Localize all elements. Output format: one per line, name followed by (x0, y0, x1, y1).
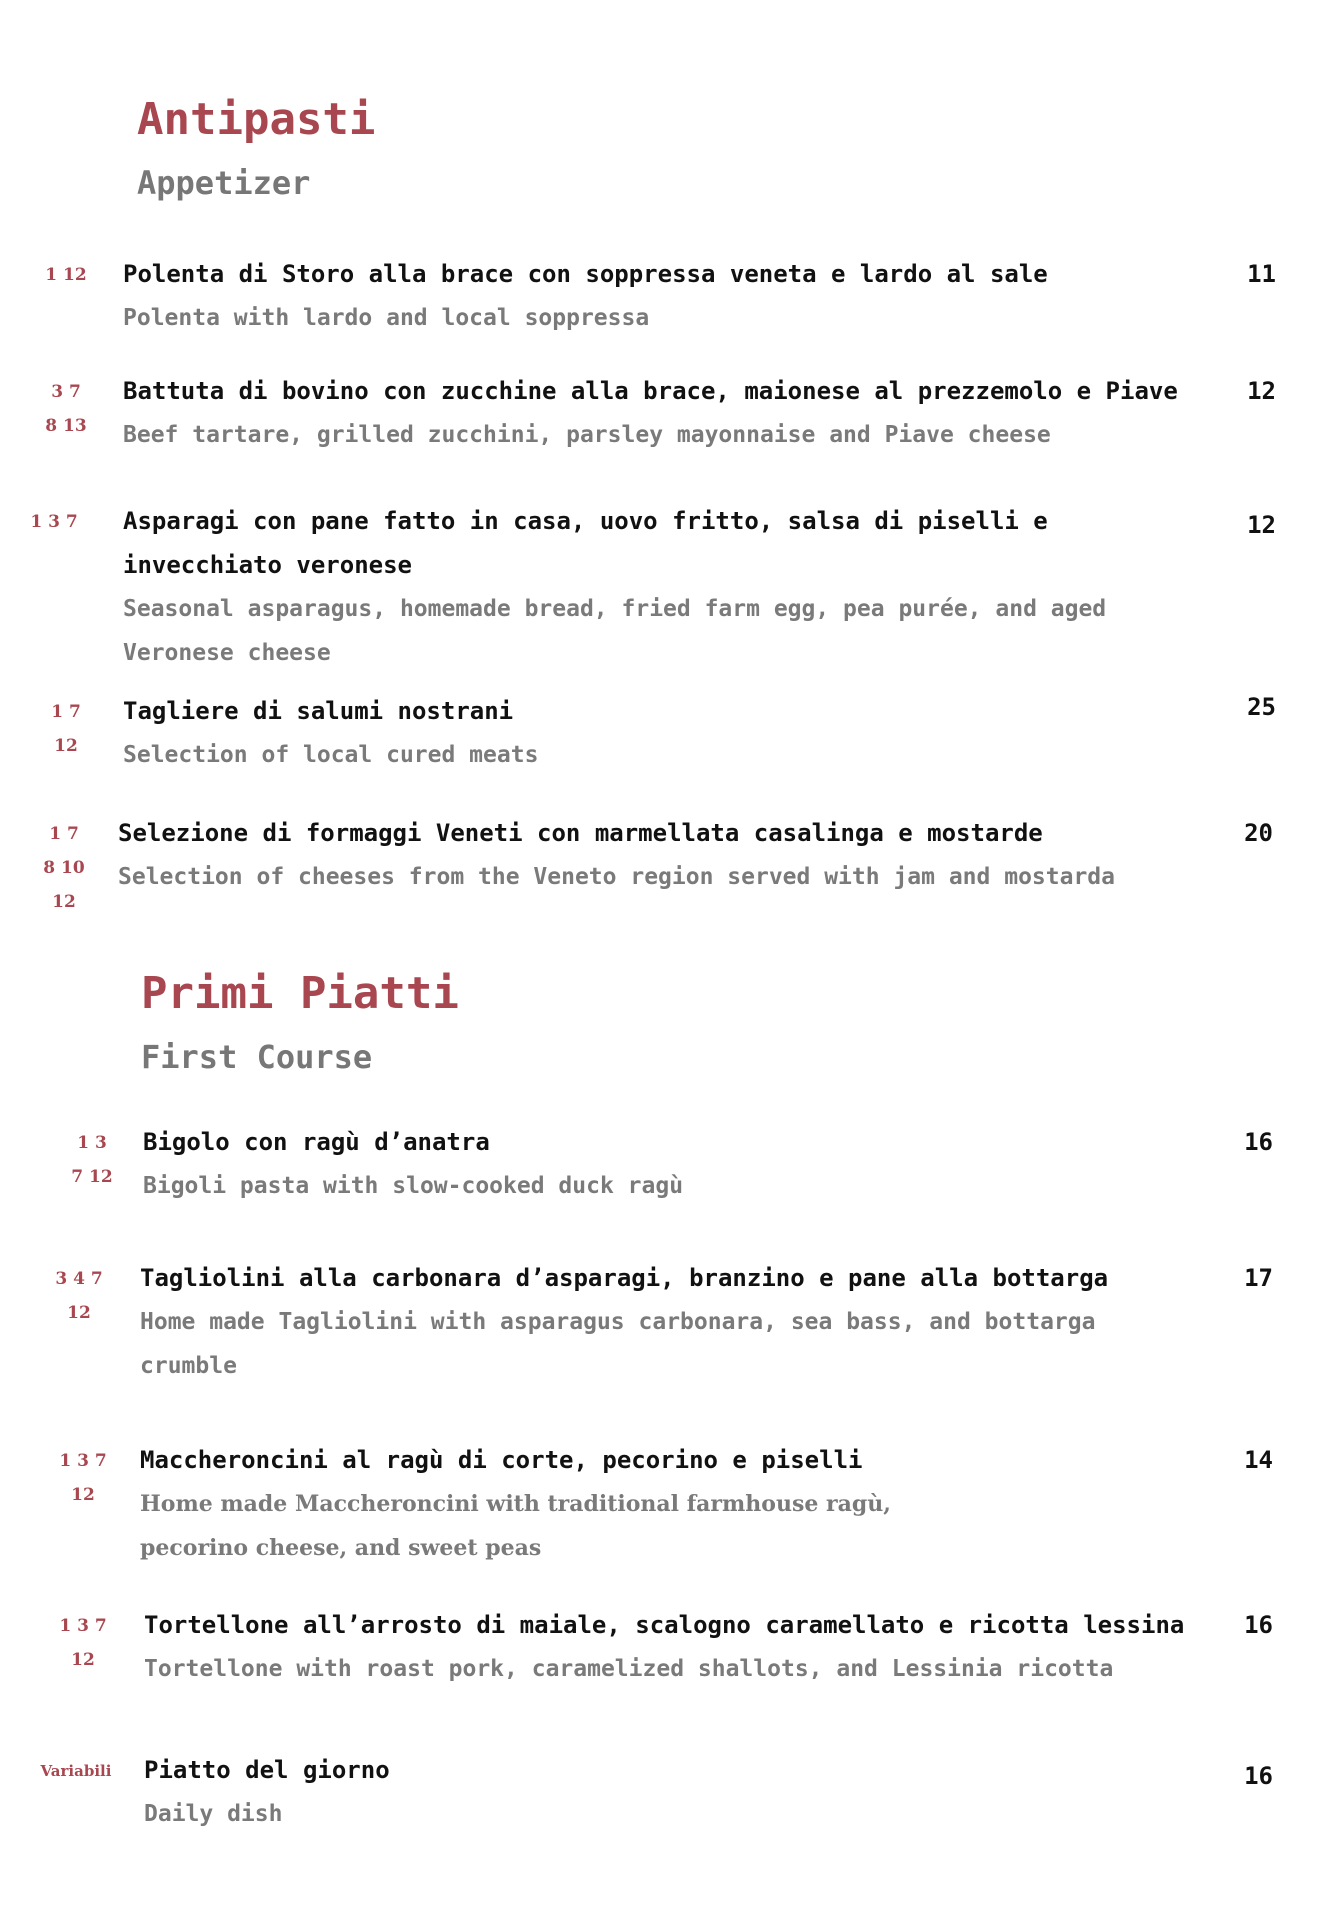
section-subtitle-appetizer: Appetizer (137, 164, 311, 202)
dish-name: Battuta di bovino con zucchine alla brace, maionese al prezzemolo e Piave (123, 377, 1178, 405)
dish-name: Tagliolini alla carbonara d’asparagi, branzino e pane alla bottarga (140, 1264, 1109, 1292)
dish-name: Selezione di formaggi Veneti con marmellata casalinga e mostarde (118, 819, 1043, 847)
dish-description: Selection of cheeses from the Veneto region served with jam and mostarda (118, 864, 1115, 890)
dish-price: 16 (1244, 1762, 1273, 1790)
dish-price: 12 (1247, 377, 1276, 405)
allergen-codes: 1 7 12 (51, 702, 81, 756)
dish-price: 16 (1244, 1128, 1273, 1156)
dish-description: Tortellone with roast pork, caramelized shallots, and Lessinia ricotta (144, 1656, 1114, 1682)
allergen-codes: 1 3 7 (30, 512, 78, 532)
dish-price: 16 (1244, 1611, 1273, 1639)
dish-description: Bigoli pasta with slow-cooked duck ragù (143, 1173, 684, 1199)
dish-name: Asparagi con pane fatto in casa, uovo fritto, salsa di piselli e invecchiato veronese (123, 507, 1048, 579)
section-title-primi-piatti: Primi Piatti (141, 968, 459, 1019)
dish-price: 20 (1244, 819, 1273, 847)
dish-price: 14 (1244, 1446, 1273, 1474)
dish-name: Bigolo con ragù d’anatra (143, 1128, 490, 1156)
allergen-codes: Variabili (40, 1762, 112, 1780)
dish-price: 12 (1247, 511, 1276, 539)
allergen-codes: 1 7 8 10 12 (43, 824, 85, 912)
dish-price: 11 (1247, 260, 1276, 288)
dish-name: Tortellone all’arrosto di maiale, scalogno caramellato e ricotta lessina (144, 1611, 1185, 1639)
allergen-codes: 1 3 7 12 (71, 1133, 113, 1187)
dish-name: Piatto del giorno (144, 1756, 390, 1784)
allergen-codes: 1 3 7 12 (59, 1616, 107, 1670)
dish-price: 17 (1244, 1264, 1273, 1292)
section-subtitle-first-course: First Course (141, 1038, 373, 1076)
dish-price: 25 (1247, 693, 1276, 721)
dish-description: Daily dish (144, 1801, 283, 1827)
allergen-codes: 3 7 8 13 (45, 382, 87, 436)
allergen-codes: 1 12 (45, 265, 87, 285)
dish-description: Beef tartare, grilled zucchini, parsley mayonnaise and Piave cheese (123, 422, 1051, 448)
dish-description: Polenta with lardo and local soppressa (123, 305, 650, 331)
allergen-codes: 1 3 7 12 (59, 1451, 107, 1505)
dish-name: Maccheroncini al ragù di corte, pecorino e piselli (140, 1446, 863, 1474)
dish-description: Seasonal asparagus, homemade bread, fried farm egg, pea purée, and aged Veronese cheese (123, 596, 1107, 666)
dish-name: Tagliere di salumi nostrani (123, 697, 514, 725)
allergen-codes: 3 4 7 12 (55, 1269, 103, 1323)
dish-description: Home made Tagliolini with asparagus carbonara, sea bass, and bottarga crumble (140, 1309, 1096, 1379)
dish-name: Polenta di Storo alla brace con soppressa veneta e lardo al sale (123, 260, 1048, 288)
dish-description: Home made Maccheroncini with traditional farmhouse ragù, pecorino cheese, and sweet peas (140, 1491, 891, 1561)
dish-description: Selection of local cured meats (123, 742, 539, 768)
section-title-antipasti: Antipasti (137, 94, 376, 145)
